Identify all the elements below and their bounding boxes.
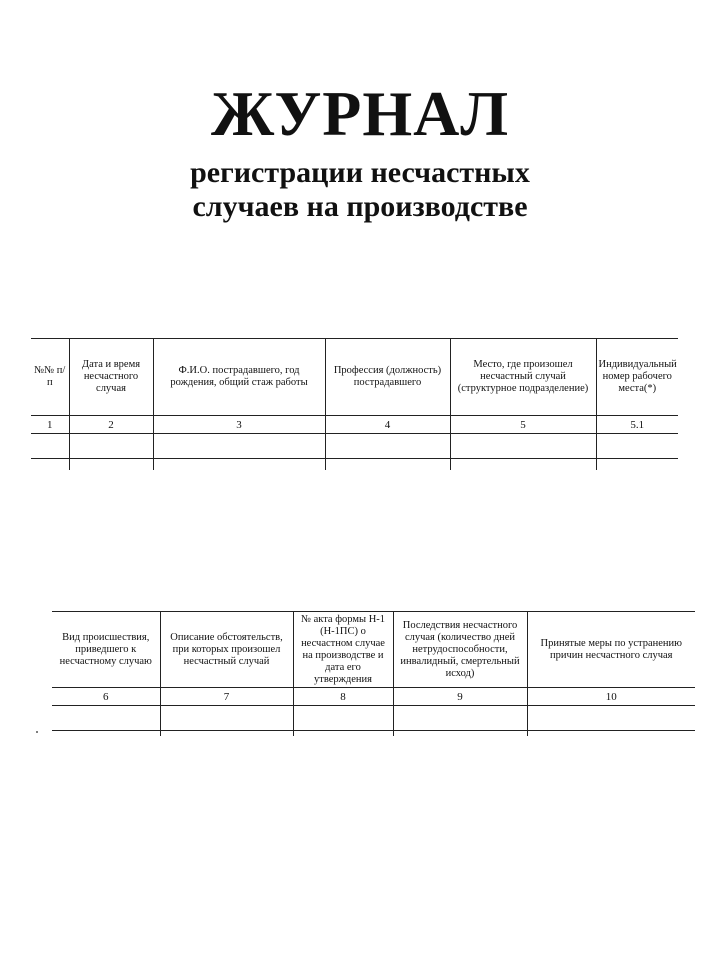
column-number: 4 — [325, 416, 450, 434]
column-number: 5.1 — [596, 416, 678, 434]
table-cell — [393, 706, 527, 731]
table-cell — [596, 459, 678, 471]
table-cell — [450, 459, 596, 471]
column-header: Ф.И.О. пострадавшего, год рождения, общий стаж работы — [153, 339, 325, 416]
journal-table-part-2 — [52, 611, 695, 736]
column-number-row — [52, 688, 695, 706]
column-number: 2 — [69, 416, 153, 434]
column-number: 10 — [527, 688, 695, 706]
column-header: Дата и время несчастного случая — [69, 339, 153, 416]
column-number: 1 — [31, 416, 69, 434]
column-header: Принятые меры по устранению причин несчастного случая — [527, 612, 695, 688]
column-header: Профессия (должность) пострадавшего — [325, 339, 450, 416]
table-header-row — [52, 612, 695, 688]
document-title: ЖУРНАЛ — [210, 78, 510, 149]
table-cell — [527, 706, 695, 731]
table-cell — [160, 731, 293, 737]
table-cell — [450, 434, 596, 459]
table-cell — [527, 731, 695, 737]
table-cell — [153, 459, 325, 471]
table-cell — [293, 706, 393, 731]
document-subtitle-line-1: регистрации несчастных — [190, 156, 530, 189]
table-cell — [153, 434, 325, 459]
column-number: 5 — [450, 416, 596, 434]
table-row — [52, 706, 695, 731]
table-header-row — [31, 339, 678, 416]
column-number: 6 — [52, 688, 160, 706]
document-subtitle-line-2: случаев на производстве — [192, 190, 528, 223]
column-header: Место, где произошел несчастный случай (структурное подразделение) — [450, 339, 596, 416]
table-cell — [52, 731, 160, 737]
table-row — [52, 731, 695, 737]
column-header: Индивидуальный номер рабочего места(*) — [596, 339, 678, 416]
table-cell — [325, 459, 450, 471]
table-cell — [293, 731, 393, 737]
table-cell — [52, 706, 160, 731]
column-number: 9 — [393, 688, 527, 706]
table-cell — [160, 706, 293, 731]
column-header: №№ п/п — [31, 339, 69, 416]
column-number: 7 — [160, 688, 293, 706]
journal-table-part-1 — [31, 338, 678, 470]
table-row — [31, 434, 678, 459]
table-row — [31, 459, 678, 471]
table-cell — [31, 459, 69, 471]
column-header: Вид происшествия, приведшего к несчастному случаю — [52, 612, 160, 688]
column-number: 3 — [153, 416, 325, 434]
column-number: 8 — [293, 688, 393, 706]
table-cell — [69, 434, 153, 459]
table-cell — [69, 459, 153, 471]
document-title-block — [0, 78, 720, 224]
table-cell — [393, 731, 527, 737]
column-number-row — [31, 416, 678, 434]
table-cell — [31, 434, 69, 459]
column-header: Последствия несчастного случая (количество дней нетрудоспособности, инвалидный, смертельный исход) — [393, 612, 527, 688]
scan-speck — [36, 731, 38, 733]
column-header: Описание обстоятельств, при которых произошел несчастный случай — [160, 612, 293, 688]
column-header: № акта формы Н-1 (Н-1ПС) о несчастном случае на производстве и дата его утверждения — [293, 612, 393, 688]
table-cell — [596, 434, 678, 459]
table-cell — [325, 434, 450, 459]
